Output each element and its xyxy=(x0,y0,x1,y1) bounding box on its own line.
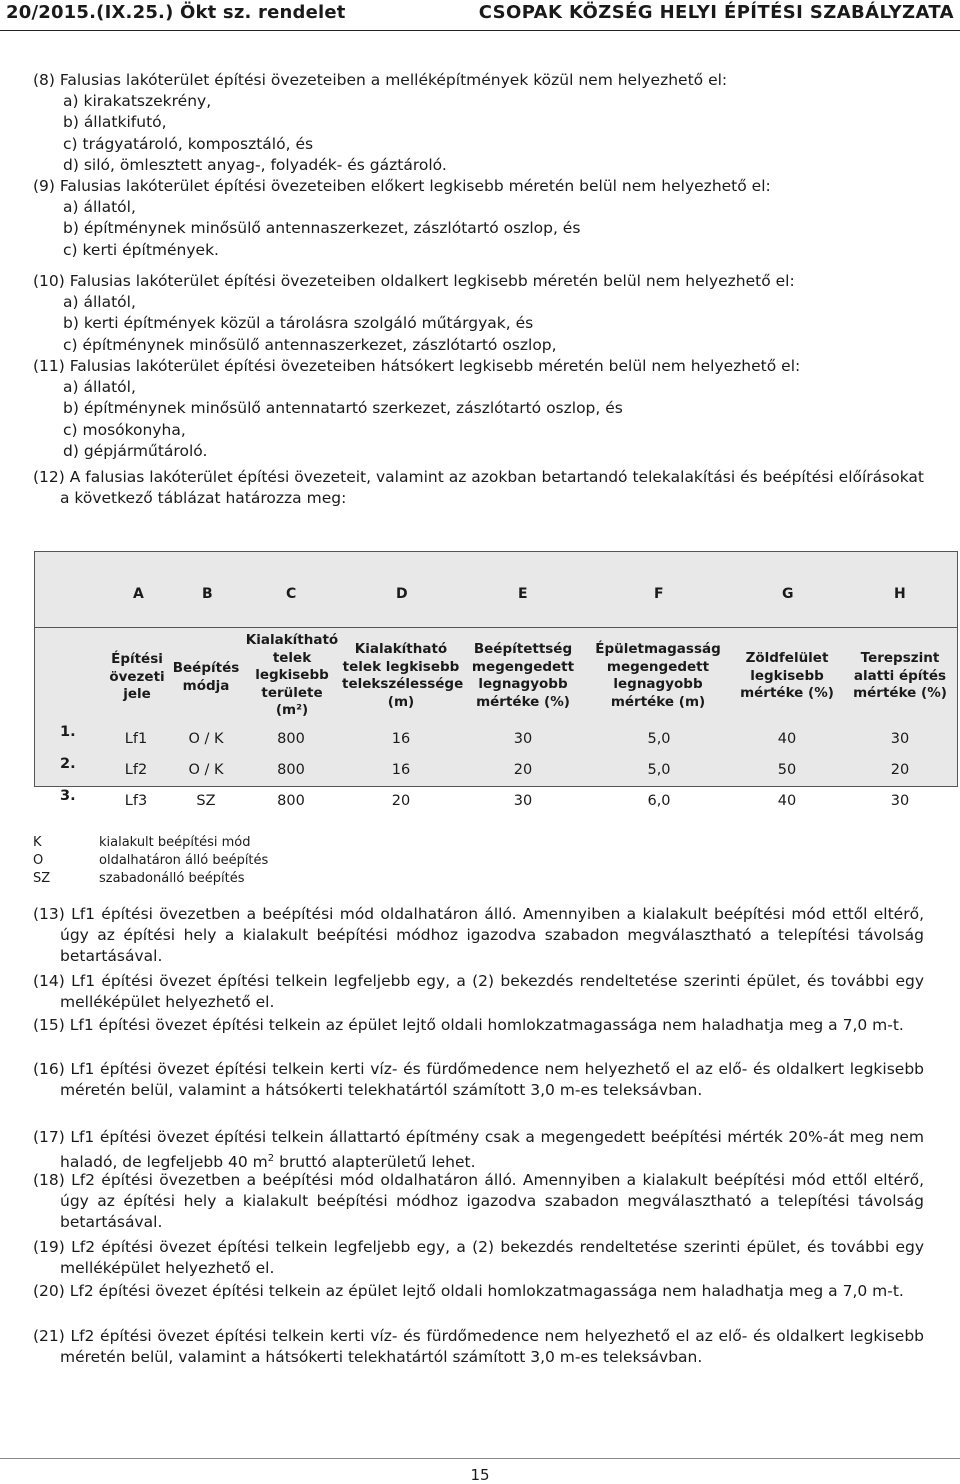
list-item: c) mosókonyha, xyxy=(63,420,186,439)
list-item: c) építménynek minősülő antennaszerkezet, zászlótartó oszlop, xyxy=(63,335,557,354)
row-number: 3. xyxy=(60,788,76,804)
legend-text: oldalhatáron álló beépítés xyxy=(99,853,269,868)
table-cell: 5,0 xyxy=(647,731,671,747)
paragraph-20: (20) Lf2 építési övezet építési telkein az épület lejtő oldali homlokzatmagassága nem haladhatja meg a 7,0 m-t. xyxy=(33,1282,904,1300)
table-cell: O / K xyxy=(188,762,224,778)
paragraph-17 xyxy=(33,1127,924,1174)
paragraph-10 xyxy=(33,271,897,356)
table-cell: 40 xyxy=(777,793,797,809)
paragraph-lead: (10) Falusias lakóterület építési övezeteiben oldalkert legkisebb méretén belül nem helyezhető el: xyxy=(33,272,795,290)
table-cell: 20 xyxy=(391,793,411,809)
legend-item xyxy=(33,852,268,870)
list-item: d) gépjárműtároló. xyxy=(63,441,208,460)
table-cell: 800 xyxy=(277,793,305,809)
paragraph-text: (17) Lf1 építési övezet építési telkein állattartó építmény csak a megengedett beépítési mérték 20%-át meg nem haladó, de legfeljebb 40 m xyxy=(33,1128,924,1172)
legend-text: szabadonálló beépítés xyxy=(99,871,245,886)
table-cell: 16 xyxy=(391,762,411,778)
paragraph-16: (16) Lf1 építési övezet építési telkein kerti víz- és fürdőmedence nem helyezhető el az elő- és oldalkert legkisebb méretén belül, valamint a hátsókerti telekhatártól számított 3,0 m-es teleksávban. xyxy=(33,1060,924,1100)
column-letter: D xyxy=(396,586,408,602)
paragraph-18: (18) Lf2 építési övezetben a beépítési mód oldalhatáron álló. Amennyiben a kialakult beépítési mód ettől eltérő, úgy az építési hely a kialakult beépítési módhoz igazodva szabadon megválasztható a telepítési távolság betartásával. xyxy=(33,1171,924,1232)
paragraph-13: (13) Lf1 építési övezetben a beépítési mód oldalhatáron álló. Amennyiben a kialakult beépítési mód ettől eltérő, úgy az építési hely a kialakult beépítési módhoz igazodva szabadon megválasztható a telepítési távolság betartásával. xyxy=(33,905,924,966)
paragraph-19: (19) Lf2 építési övezet építési telkein legfeljebb egy, a (2) bekezdés rendeltetése szerinti épület, és további egy melléképület helyezhető el. xyxy=(33,1238,924,1278)
list-item: b) kerti építmények közül a tárolásra szolgáló műtárgyak, és xyxy=(63,314,534,333)
table-cell: 800 xyxy=(277,731,305,747)
page-number: 15 xyxy=(470,1466,490,1484)
table-cell: 20 xyxy=(890,762,910,778)
paragraph-11 xyxy=(33,356,897,462)
legend-key: K xyxy=(33,835,42,850)
table-cell: 30 xyxy=(513,731,533,747)
table-cell: 20 xyxy=(513,762,533,778)
table-cell: Lf2 xyxy=(124,762,148,778)
column-letter: C xyxy=(286,586,297,602)
list-item: c) trágyatároló, komposztáló, és xyxy=(63,134,314,153)
table-cell: 40 xyxy=(777,731,797,747)
paragraph-12: (12) A falusias lakóterület építési övezeteit, valamint az azokban betartandó telekalakítási és beépítési előírásokat a következő táblázat határozza meg: xyxy=(33,468,924,508)
paragraph-lead: (11) Falusias lakóterület építési övezeteiben hátsókert legkisebb méretén belül nem helyezhető el: xyxy=(33,357,801,375)
legend-item xyxy=(33,834,268,852)
paragraph-lead: (8) Falusias lakóterület építési övezeteiben a melléképítmények közül nem helyezhető el: xyxy=(33,71,728,89)
legend-key: O xyxy=(33,853,44,868)
paragraph-9 xyxy=(33,176,897,261)
column-header: Épületmagasság megengedett legnagyobb mértéke (m) xyxy=(595,641,721,710)
row-number: 2. xyxy=(60,756,76,772)
list-item: a) állatól, xyxy=(63,198,136,217)
column-letter: F xyxy=(654,586,664,602)
column-header: Kialakítható telek legkisebb területe (m²) xyxy=(245,632,339,718)
regulation-number: 20/2015.(IX.25.) Ökt sz. rendelet xyxy=(6,2,346,23)
footer-rule xyxy=(0,1458,960,1459)
column-letter: H xyxy=(894,586,906,602)
column-letter: G xyxy=(782,586,794,602)
list-item: a) kirakatszekrény, xyxy=(63,92,212,111)
paragraph-8 xyxy=(33,70,897,176)
table-cell: O / K xyxy=(188,731,224,747)
column-header: Beépítés módja xyxy=(172,660,240,694)
legend-item xyxy=(33,870,268,888)
table-cell: 5,0 xyxy=(647,762,671,778)
table-cell: 30 xyxy=(513,793,533,809)
column-header: Beépítettség megengedett legnagyobb mértéke (%) xyxy=(471,641,575,710)
paragraph-14: (14) Lf1 építési övezet építési telkein legfeljebb egy, a (2) bekezdés rendeltetése szerinti épület, és további egy melléképület helyezhető el. xyxy=(33,972,924,1012)
table-cell: 800 xyxy=(277,762,305,778)
paragraph-15: (15) Lf1 építési övezet építési telkein az épület lejtő oldali homlokzatmagassága nem haladhatja meg a 7,0 m-t. xyxy=(33,1016,904,1034)
table-cell: 30 xyxy=(890,731,910,747)
list-item: b) építménynek minősülő antennaszerkezet, zászlótartó oszlop, és xyxy=(63,219,581,238)
legend-key: SZ xyxy=(33,871,51,886)
list-item: a) állatól, xyxy=(63,378,136,397)
list-item: b) állatkifutó, xyxy=(63,113,167,132)
paragraph-lead: (9) Falusias lakóterület építési övezeteiben előkert legkisebb méretén belül nem helyezhető el: xyxy=(33,177,771,195)
paragraph-text: bruttó alapterületű lehet. xyxy=(274,1153,476,1172)
paragraph-21: (21) Lf2 építési övezet építési telkein kerti víz- és fürdőmedence nem helyezhető el az elő- és oldalkert legkisebb méretén belül, valamint a hátsókerti telekhatártól számított 3,0 m-es teleksávban. xyxy=(33,1327,924,1367)
column-letter: B xyxy=(202,586,213,602)
page-header xyxy=(0,0,960,34)
table-cell: SZ xyxy=(196,793,216,809)
list-item: b) építménynek minősülő antennatartó szerkezet, zászlótartó oszlop, és xyxy=(63,399,623,418)
column-header: Építési övezeti jele xyxy=(109,651,165,702)
column-letter: E xyxy=(518,586,528,602)
superscript: 2 xyxy=(267,1153,275,1165)
column-letter: A xyxy=(133,586,144,602)
table-legend xyxy=(33,834,268,888)
list-item: a) állatól, xyxy=(63,293,136,312)
table-cell: 30 xyxy=(890,793,910,809)
table-cell: 6,0 xyxy=(647,793,671,809)
document-title: CSOPAK KÖZSÉG HELYI ÉPÍTÉSI SZABÁLYZATA xyxy=(478,2,954,23)
column-header: Kialakítható telek legkisebb telekszélessége (m) xyxy=(342,641,464,710)
table-cell: Lf3 xyxy=(124,793,148,809)
table-cell: 50 xyxy=(777,762,797,778)
list-item: c) kerti építmények. xyxy=(63,240,219,259)
row-number: 1. xyxy=(60,724,76,740)
column-header: Zöldfelület legkisebb mértéke (%) xyxy=(740,650,834,701)
list-item: d) siló, ömlesztett anyag-, folyadék- és gáztároló. xyxy=(63,155,447,174)
header-rule xyxy=(0,30,960,31)
table-divider xyxy=(34,627,958,628)
table-cell: 16 xyxy=(391,731,411,747)
legend-text: kialakult beépítési mód xyxy=(99,835,251,850)
column-header: Terepszint alatti építés mértéke (%) xyxy=(853,650,947,701)
table-cell: Lf1 xyxy=(124,731,148,747)
page-footer xyxy=(0,1466,960,1484)
